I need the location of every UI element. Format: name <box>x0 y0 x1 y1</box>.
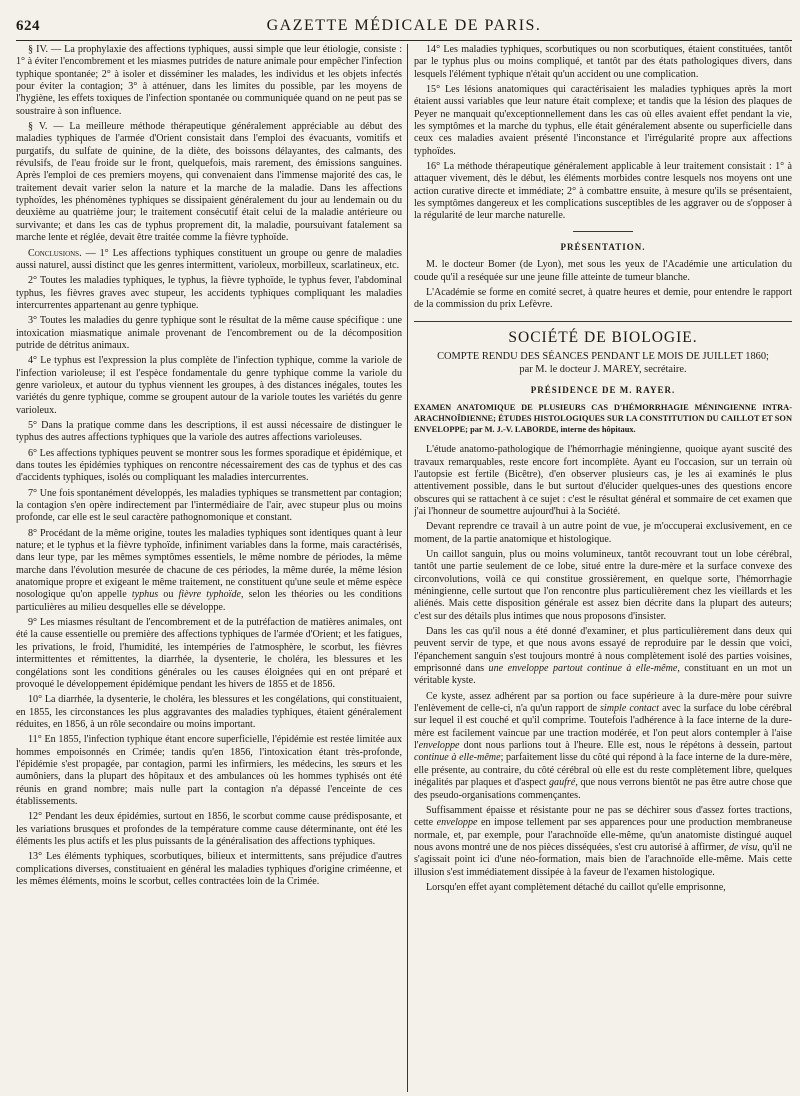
conclusion-12: 12° Pendant les deux épidémies, surtout en 1856, le scorbut comme cause prédisposante, et les variations brusques et profondes de la température comme cause déterminante, ont été les éléments les plus actifs et les plus puissants de la généralisation des affections typhiques. <box>16 811 402 847</box>
compte-rendu-line-1: COMPTE RENDU DES SÉANCES PENDANT LE MOIS DE JUILLET 1860; <box>437 350 769 362</box>
article-paragraph-1: L'étude anatomo-pathologique de l'hémorrhagie méningienne, quoique ayant suscité des travaux remarquables, reste encore fort incomplète. Ayant eu l'occasion, sur un terrain où l'autopsie est fertile (Bicêtre), d'en observer plusieurs cas, je les ai examinés le plus attentivement possible, dans le but surtout d'élucider quelques-unes des questions encore obscures qui se rattachent à ce sujet : c'est le résultat général et sommaire de cet examen que j'ai l'honneur de soumettre aujourd'hui à la Société. <box>414 444 792 517</box>
short-rule <box>573 231 633 232</box>
compte-rendu-heading <box>414 350 792 376</box>
journal-title: GAZETTE MÉDICALE DE PARIS. <box>266 17 542 34</box>
p4-italic: une enveloppe partout continue à elle-même <box>488 663 678 675</box>
section-rule <box>414 321 792 322</box>
p4-text-a: Dans les cas qu'il nous a été donné d'examiner, et plus particulièrement dans deux qui peuvent servir de type, et que nous avons essayé de reproduire par le dessin que voici, l'épanchement sanguin s'est toujours montré à nous complètement isolé des parties voisines, emprisonné dans <box>414 626 792 675</box>
conclusion-9: 9° Les miasmes résultant de l'encombrement et de la putréfaction de matières animales, ont été la cause essentielle ou première des affections typhiques de l'armée d'Orient; et les fatigues, les privations, le froid, l'humidité, les intempéries de l'atmosphère, le scorbut, les fièvres intermittentes et rémittentes, la diarrhée, la dysenterie, le choléra, les blessures et les congélations sont les conditions générales ou les causes éloignées qui en ont préparé et provoqué le développement épidémique pendant les hivers de 1855 et de 1856. <box>16 617 402 690</box>
p5-italic-2: enveloppe <box>418 740 460 752</box>
conclusion-8-text-c: , selon les théories ou les conditions particulières au milieu desquelles elle se développe. <box>16 589 402 613</box>
conclusion-15: 15° Les lésions anatomiques qui caractérisaient les maladies typhiques après la mort étaient aussi variables que leur nature était complexe; et tandis que la lésion des plaques de Peyer ne manquait qu'exceptionnellement dans les cas où elles avaient effet pendant la vie, les symptômes et la marche du typhus, elle était généralement absente ou superficielle dans ceux ces maladies avaient présenté l'inconstance et l'irrégularité propre aux affections typhoïdes. <box>414 84 792 157</box>
p5-italic-4: gaufré <box>548 777 576 789</box>
society-title: SOCIÉTÉ DE BIOLOGIE. <box>508 328 698 346</box>
p5-text-b: avec la surface du lobe cérébral sur lequel il est couché et qu'il comprime. Toutefois l'adhérence à la face interne de la dure-mère est facilement vaincue par une traction modérée, et l'on peut alors contempler à l'aise l' <box>414 703 792 752</box>
conclusion-13: 13° Les éléments typhiques, scorbutiques, bilieux et intermittents, sans préjudice d'autres complications diverses, constituaient en général les maladies typhiques d'origine criméenne, et les mêmes éléments, moins le scorbut, celles contractées loin de la Crimée. <box>16 851 402 887</box>
presidence-heading: PRÉSIDENCE DE M. RAYER. <box>530 384 676 395</box>
conclusion-8-italic-typhus: typhus <box>131 589 159 601</box>
conclusion-3: 3° Toutes les maladies du genre typhique sont le résultat de la même cause spécifique : une intoxication miasmatique animale provenant de l'encombrement ou de la décomposition putride de détritus animaux. <box>16 315 402 351</box>
conclusions-label: Conclusions. <box>28 247 82 259</box>
p6-text-b: en impose tellement par ses apparences pour une production membraneuse normale, et, par exemple, pour l'arachnoïde elle-même, qu'un anatomiste distingué auquel nous avons montré une de nos pièces disséquées, s'est cru autorisé à affirmer, <box>414 817 792 853</box>
article-paragraph-4 <box>414 626 792 688</box>
page-number: 624 <box>16 18 40 34</box>
conclusion-11: 11° En 1855, l'infection typhique étant encore superficielle, l'épidémie est restée limitée aux hommes empoisonnés en Crimée; tandis qu'en 1856, l'intoxication étant très-profonde, l'épidémie s'est propagée, par contagion, parmi les infirmiers, les médecins, les sœurs et les aumôniers, dans la plupart des hôpitaux et des ambulances où les hommes typhisés ont été réunis en grand nombre; mais nulle part la contagion n'a dépassé l'enceinte de ces établissements. <box>16 734 402 807</box>
conclusion-8-italic-fievre: fièvre typhoïde <box>178 589 241 601</box>
comite-secret-text: L'Académie se forme en comité secret, à quatre heures et demie, pour entendre le rapport de la commission du prix Lefèvre. <box>414 286 792 311</box>
paragraph-prophylaxie: § IV. — La prophylaxie des affections typhiques, aussi simple que leur étiologie, consiste : 1° à éviter l'encombrement et les miasmes putrides de nature animale pour empêcher l'infection typhique spontanée; 2° à isoler et disséminer les malades, les individus et les objets infectés pour éviter la contagion; 3° à atténuer, dans les limites du possible, par les moyens de l'hygiène, les effets toxiques de l'infection spontanée ou communiquée quand on ne peut pas se soustraire à son influence. <box>16 44 402 117</box>
compte-rendu-line-2: par M. le docteur J. MAREY, secrétaire. <box>519 363 687 375</box>
paragraph-conclusions <box>16 248 402 273</box>
p5-italic-3: continue à elle-même <box>414 752 501 764</box>
p6-italic-2: de visu <box>728 841 758 853</box>
article-paragraph-7: Lorsqu'en effet ayant complètement détaché du caillot qu'elle emprisonne, <box>426 881 726 893</box>
left-column <box>16 44 402 1092</box>
article-paragraph-2: Devant reprendre ce travail à un autre point de vue, je m'occuperai exclusivement, en ce moment, de la partie anatomique et histologique. <box>414 521 792 545</box>
conclusion-10: 10° La diarrhée, la dysenterie, le choléra, les blessures et les congélations, qui constituaient, en 1855, les circonstances les plus aggravantes des maladies typhiques, étaient généralement réduites, en 1856, à un rôle secondaire ou moins important. <box>16 694 402 730</box>
presentation-text: M. le docteur Bomer (de Lyon), met sous les yeux de l'Académie une articulation du coude qu'il a reséquée sur une jeune fille atteinte de tumeur blanche. <box>414 259 792 283</box>
right-column <box>414 44 792 1092</box>
conclusion-8 <box>16 528 402 614</box>
article-paragraph-6 <box>414 805 792 879</box>
p5-text-a: Ce kyste, assez adhérent par sa portion ou face supérieure à la dure-mère pour suivre l'enlèvement de celle-ci, n'a qu'un rapport de <box>414 690 792 715</box>
conclusion-6: 6° Les affections typhiques peuvent se montrer sous les formes sporadique et épidémique, et dans toutes les épidémies typhiques on rencontre nécessairement des cas de typhus et des cas d'accidents typhiques, isolés ou compliquant les maladies intercurrentes. <box>16 447 402 484</box>
conclusion-8-text-a: 8° Procédant de la même origine, toutes les maladies typhiques sont identiques quant à leur nature; et le typhus et la fièvre typhoïde, infiniment variables dans la forme, mais caractérisés, dans leur type, par les mêmes symptômes essentiels, le même nombre de périodes, la même marche dans l'évolution mesurée de chacune de ces périodes, la même durée, la même lésion anatomique propre et exigeant le même traitement, ne constituent qu'une seule et même espèce nosologique qu'on appelle <box>16 527 402 601</box>
p5-italic-1: simple contact <box>599 703 660 715</box>
presentation-heading: PRÉSENTATION. <box>560 241 646 252</box>
conclusion-2: 2° Toutes les maladies typhiques, le typhus, la fièvre typhoïde, le typhus fever, l'abdominal typhus, les fièvres graves avec stupeur, les accidents typhiques compliquant les maladies intercurrentes appartenant au genre typhique. <box>16 275 402 311</box>
p5-text-c: dont nous parlions tout à l'heure. Elle est, nous le répétons à dessein, partout <box>459 740 792 752</box>
p5-text-d: ; parfaitement lisse du côté qui répond à la face interne de la dure-mère, elle présente, au contraire, du côté cérébral où elle est du reste complètement libre, quelques inégalités par plaques et d'aspect <box>414 752 792 789</box>
conclusion-14: 14° Les maladies typhiques, scorbutiques ou non scorbutiques, étaient constituées, tantôt par le typhus plus ou moins compliqué, et tantôt par des états pathologiques divers, dans lesquels l'élément typhique n'était qu'un accident ou une complication. <box>414 44 792 80</box>
article-title: EXAMEN ANATOMIQUE DE PLUSIEURS CAS D'HÉMORRHAGIE MÉNINGIENNE INTRA-ARACHNOÏDIENNE; ÉTUDES HISTOLOGIQUES SUR LA CONSTITUTION DU CAILLOT ET SON ENVELOPPE; par M. J.-V. LABORDE, interne des hôpitaux. <box>414 403 792 435</box>
article-paragraph-3: Un caillot sanguin, plus ou moins volumineux, tantôt recouvrant tout un lobe cérébral, tantôt une partie seulement de ce lobe, situé entre la dure-mère et la surface convexe des circonvolutions, voilà ce qui constitue grossièrement, en quelque sorte, l'hémorrhagie méningienne, celle surtout que l'on rencontre plus particulièrement chez les vieillards et les aliénés. Mais cette disposition générale est assez bien décrite dans la plupart des auteurs; c'est sur des détails plus intimes que nous proposons d'insister. <box>414 548 792 622</box>
conclusion-7: 7° Une fois spontanément développés, les maladies typhiques se transmettent par contagion; la contagion s'en opère indirectement par l'intermédiaire de l'air, avec stupeur plus ou moins profonde, car elle est le seul caractère pathognomonique et constant. <box>16 487 402 524</box>
conclusion-4: 4° Le typhus est l'expression la plus complète de l'infection typhique, comme la variole de l'infection varioleuse; il est l'espèce fondamentale du genre typhique comme la variole du genre varioleux, et autour du typhus viennent les groupes, à des distances inégales, toutes les variétés du genre typhique, comme se groupent autour de la variole toutes les variétés du genre varioleux. <box>16 355 402 416</box>
p6-text-a: Suffisamment épaisse et résistante pour ne pas se déchirer sous d'assez fortes tractions, cette <box>414 804 792 829</box>
column-divider <box>407 44 408 1092</box>
page-header <box>16 16 792 41</box>
p4-text-b: , constituant en un mot un véritable kyste. <box>414 663 792 687</box>
conclusion-8-text-b: ou <box>158 589 179 601</box>
conclusion-16: 16° La méthode thérapeutique généralement applicable à leur traitement consistait : 1° à attaquer vivement, dès le début, les éléments morbides contre lesquels nos moyens ont une action curative directe et immédiate; 2° à combattre ensuite, à mesure qu'ils se présentaient, les symptômes dangereux et les complications susceptibles de les aggraver ou de s'opposer à la régularité de leur marche naturelle. <box>414 161 792 222</box>
p5-text-e: , que nous verrons bientôt ne pas être autre chose que des pseudo-organisations commençantes. <box>414 777 792 801</box>
p6-text-c: , qu'il ne s'agissait point ici d'une néo-formation, mais bien de l'arachnoïde elle-même. Mais cette illusion s'est immédiatement dissipée à la faveur de l'examen histologique. <box>414 841 792 878</box>
article-paragraph-5 <box>414 691 792 802</box>
p6-italic-1: enveloppe <box>436 817 478 829</box>
conclusions-text: — 1° Les affections typhiques constituent un groupe ou genre de maladies aussi naturel, aussi distinct que les genres intermittent, varioleux, morbilleux, scarlatineux, etc. <box>16 247 402 271</box>
paragraph-therapeutique: § V. — La meilleure méthode thérapeutique généralement appréciable au début des maladies typhiques de l'armée d'Orient consistait dans l'emploi des évacuants, vomitifs et purgatifs, du sulfate de quinine, de la diète, des boissons délayantes, des calmants, des révulsifs, de l'eau froide sur le front, quelquefois, mais rarement, des émissions sanguines. Après l'emploi de ces premiers moyens, qui convenaient dans l'immense majorité des cas, le traitement devait varier selon la nature et la marche de la maladie. Dans les affections typhoïdes, les phénomènes typhiques se dissipaient généralement du jour au lendemain ou du deuxième au quatrième jour; le traitement consécutif était celui de la maladie antérieure ou survivante; et dans les cas de typhus proprement dit, la maladie, poursuivant fatalement sa marche lente et réglée, devait être traitée comme la fièvre typhoïde. <box>16 121 402 244</box>
conclusion-5: 5° Dans la pratique comme dans les descriptions, il est aussi nécessaire de distinguer le typhus des autres affections typhiques que la variole des autres affections varioleuses. <box>16 419 402 444</box>
